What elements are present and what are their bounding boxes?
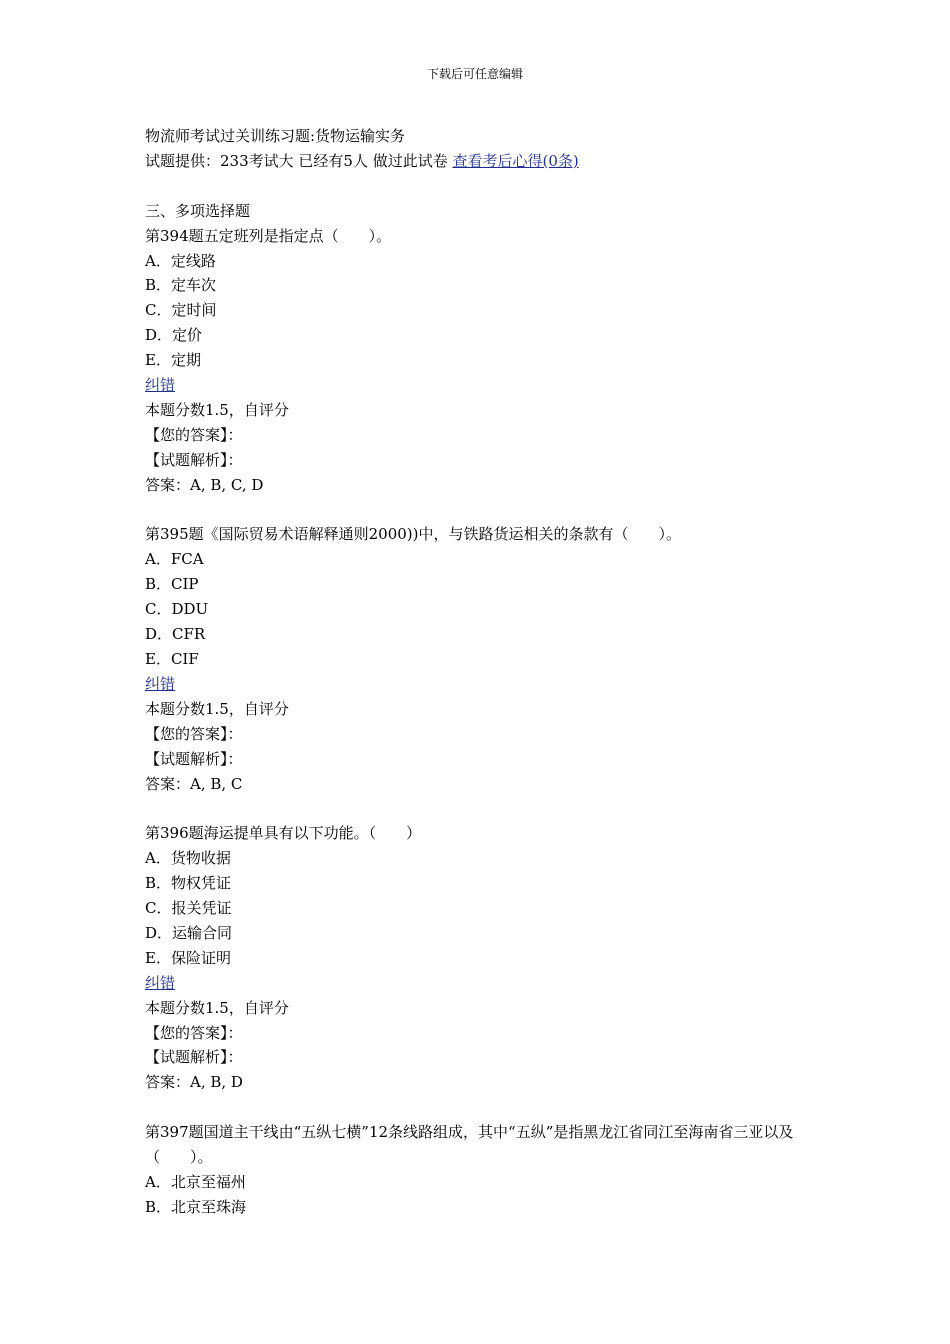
spacer (145, 174, 815, 199)
question-395 (145, 522, 815, 796)
question-stem: 第395题《国际贸易术语解释通则2000))中，与铁路货运相关的条款有（ ）。 (145, 525, 682, 544)
correct-answer: 答案：A, B, C, D (145, 475, 264, 494)
document-content (145, 124, 815, 1220)
option-a: A．货物收据 (145, 849, 231, 868)
question-stem: 第394题五定班列是指定点（ ）。 (145, 226, 392, 245)
option-e: E．CIF (145, 650, 199, 668)
option-a: A．北京至福州 (145, 1173, 246, 1191)
report-error-link[interactable]: 纠错 (145, 674, 176, 693)
document-title: 物流师考试过关训练习题:货物运输实务 (145, 127, 406, 145)
option-b: B．物权凭证 (145, 874, 232, 893)
exam-meta-text: 试题提供：233考试大 已经有5人 做过此试卷 (145, 151, 453, 170)
option-a: A．FCA (145, 550, 204, 569)
spacer (145, 796, 815, 821)
your-answer-label: 【您的答案】： (145, 425, 243, 444)
option-a: A．定线路 (145, 251, 216, 270)
your-answer-label: 【您的答案】： (145, 724, 243, 743)
analysis-label: 【试题解析】： (145, 450, 243, 469)
option-e: E．定期 (145, 351, 201, 370)
section-heading: 三、多项选择题 (145, 201, 251, 220)
option-b: B．北京至珠海 (145, 1197, 247, 1216)
analysis-label: 【试题解析】： (145, 1048, 243, 1067)
question-stem: 第397题国道主干线由“五纵七横”12条线路组成，其中“五纵”是指黑龙江省同江至海南省三亚以及（ ）。 (145, 1123, 794, 1167)
exam-meta (145, 149, 815, 174)
option-b: B．定车次 (145, 276, 217, 295)
option-c: C．定时间 (145, 301, 217, 320)
spacer (145, 498, 815, 523)
option-c: C．报关凭证 (145, 899, 232, 918)
option-b: B．CIP (145, 575, 199, 594)
option-d: D．CFR (145, 625, 206, 644)
view-experience-link[interactable]: 查看考后心得(0条) (452, 151, 579, 170)
correct-answer: 答案：A, B, C (145, 774, 243, 793)
question-396 (145, 821, 815, 1095)
correct-answer: 答案：A, B, D (145, 1073, 243, 1092)
report-error-link[interactable]: 纠错 (145, 376, 176, 395)
question-394 (145, 224, 815, 498)
report-error-link[interactable]: 纠错 (145, 973, 176, 992)
analysis-label: 【试题解析】： (145, 749, 243, 768)
question-score: 本题分数1.5，自评分 (145, 699, 289, 718)
your-answer-label: 【您的答案】： (145, 1023, 243, 1042)
option-c: C．DDU (145, 600, 209, 619)
question-score: 本题分数1.5，自评分 (145, 400, 289, 419)
option-d: D．定价 (145, 326, 203, 345)
question-stem: 第396题海运提单具有以下功能。（ ） (145, 824, 422, 843)
option-d: D．运输合同 (145, 923, 233, 942)
spacer (145, 1095, 815, 1120)
option-e: E．保险证明 (145, 948, 231, 967)
question-397 (145, 1120, 815, 1220)
question-score: 本题分数1.5，自评分 (145, 998, 289, 1017)
page-header: 下载后可任意编辑 (426, 67, 523, 81)
